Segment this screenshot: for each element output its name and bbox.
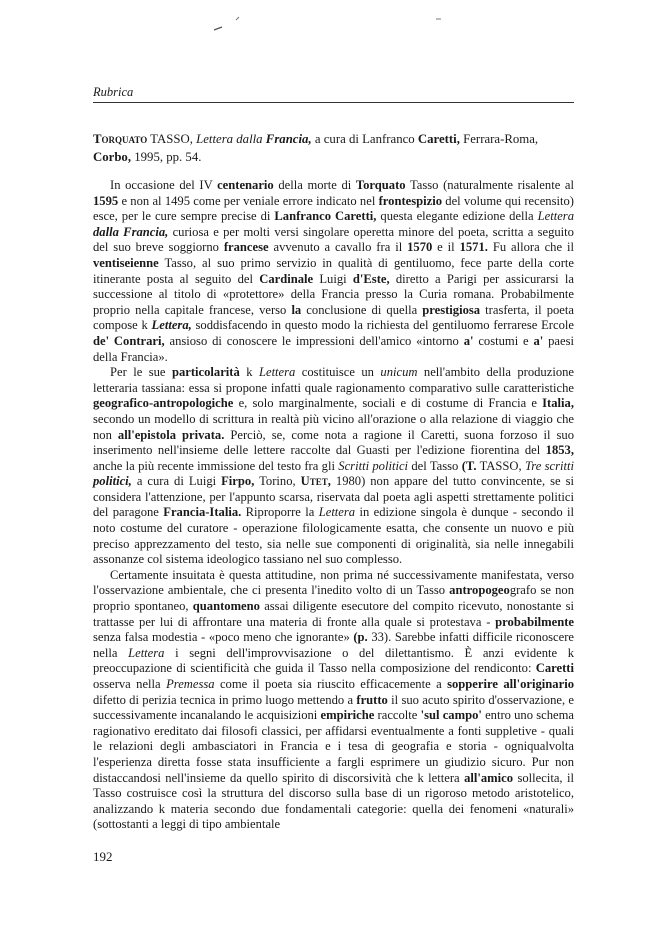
text-run: costumi e [473, 333, 534, 348]
text-run: soddisfacendo in questo modo la richiesta del gentiluomo ferrarese Ercole [191, 318, 574, 333]
text-run: Tre scritti [524, 458, 574, 473]
text-run: la [291, 302, 302, 317]
text-run: grafo se non proprio spontaneo, [93, 583, 574, 614]
text-run: all'originario [503, 677, 574, 691]
text-run: Francia-Italia. [163, 505, 242, 520]
text-run: all'epistola privata. [117, 427, 225, 442]
text-run: Italia, [542, 396, 574, 411]
text-run: Tasso, al suo primo servizio in qualità di gentiluomo, fece parte della corte itinerante posta al seguito del [93, 255, 574, 286]
text-run: della morte di [273, 178, 356, 192]
text-run: geografico-antropologiche [93, 396, 234, 411]
text-run: 'sul campo' [420, 708, 482, 723]
text-run: sopperire [447, 677, 498, 691]
text-run: Lettera, [151, 318, 192, 333]
text-run: Cardinale [259, 271, 314, 286]
text-run: in edizione singola è dunque - secondo il noto costume del curatore - operazione filologicamente esatta, che consente un nuovo e più preciso apprezzamento del testo, sia nelle sue componenti di originalità, sia nelle innegabili assonanze col sistema ideologico tassiano nel suo complesso. [93, 505, 574, 567]
text-run: osserva nella [93, 677, 167, 691]
citation-place: Ferrara-Roma, [459, 132, 539, 146]
citation-after-title: a cura di Lanfranco [311, 132, 418, 146]
text-run: Torquato [355, 178, 406, 192]
citation-title-bold: Francia, [265, 132, 312, 146]
scan-specks [0, 0, 650, 40]
text-run: il suo acuto spirito d'osservazione, e successivamente incanalando le acquisizioni [93, 692, 575, 723]
text-run: Tasso (naturalmente risalente al [405, 178, 574, 192]
text-run: Per le sue [110, 365, 172, 380]
text-run: Fu allora che il [487, 240, 574, 255]
text-run: 1853, [545, 443, 574, 458]
text-run: 1595 [93, 193, 119, 208]
text-run: ansioso di conoscere le impressioni dell'amico «intorno [164, 333, 464, 348]
text-run: ventiseienne [93, 255, 159, 270]
text-run: Lettera [537, 209, 574, 224]
header-label: Rubrica [93, 85, 134, 99]
text-run: Luigi [313, 271, 353, 286]
text-run: raccolte [374, 708, 421, 723]
text-run: d'Este, [352, 271, 390, 286]
text-run: questa elegante edizione della [376, 209, 538, 224]
text-run: 1980) non appare del tutto convincente, se si considera l'attenzione, per l'appunto scarsa, riservata dal poeta agli aspetti strettamente politici del paragone [93, 474, 574, 520]
citation-publisher: Corbo, [93, 150, 132, 164]
text-run: del volume qui recensito) esce, per le cure sempre precise di [93, 193, 574, 224]
text-run: francese [223, 240, 269, 255]
text-run: a' [533, 333, 544, 348]
book-citation [93, 130, 573, 166]
text-run: Lettera [128, 645, 165, 660]
text-run: Perciò, se, come nota a ragione il Caretti, suona forzoso il suo inserimento nell'insieme delle lettere raccolte dal Guasti per l'edizione fiorentina del [93, 427, 574, 458]
text-run: 1571. [459, 240, 488, 255]
text-run: Premessa [166, 677, 215, 691]
text-run: empiriche [320, 708, 375, 723]
text-run: paesi della Francia». [93, 333, 574, 364]
text-run: Lettera [258, 365, 296, 380]
text-run: Scritti politici [338, 458, 409, 473]
text-run: TASSO, [476, 458, 525, 473]
text-run: a' [463, 333, 474, 348]
text-run: (T. [461, 458, 477, 473]
text-run: e il [432, 240, 460, 255]
text-run: Firpo, [221, 474, 255, 489]
text-run: centenario [217, 178, 274, 192]
paragraph [93, 178, 574, 365]
text-run: curiosa e per molti versi singolare operetta minore del poeta, scritta a seguito del suo breve soggiorno [93, 224, 574, 255]
text-run: entro uno schema ragionativo ereditato dai filosofi classici, per affidarsi eventualmente a fonti suppletive - quali le relazioni degli ambasciatori in Francia e i tesa di geografia e storia - ogniqualvolta l'esperienza diretta fosse stata insufficiente a fargli esprimere un giudizio sicuro. Pur non distaccandosi nell'insieme da quello spirito di discorsività che k lettera [93, 708, 574, 785]
text-run: frutto [356, 692, 388, 707]
text-run: conclusione di quella [301, 302, 423, 317]
text-run: Torino, [254, 474, 301, 489]
text-run: trasferta, il poeta compose k [93, 302, 574, 333]
citation-editor: Caretti, [417, 132, 460, 146]
citation-author-rest: TASSO, [147, 132, 197, 146]
text-run: Caretti [535, 661, 574, 676]
text-run: (p. [353, 630, 368, 645]
text-run: avvenuto a cavallo fra il [268, 240, 408, 255]
text-run: secondo un modello di scrittura in realtà più vicino all'orazione o alla relazione di viaggio che non [93, 411, 574, 442]
text-run: Lanfranco Caretti, [274, 209, 377, 224]
review-body [93, 178, 574, 833]
text-run: difetto di perizia tecnica in primo luogo mettendo a [93, 692, 357, 707]
page-number: 192 [93, 849, 113, 864]
text-run: all'amico [464, 770, 514, 785]
text-run: unicum [380, 365, 418, 380]
text-run: k [239, 365, 259, 380]
text-run: Utet, [300, 474, 331, 489]
text-run: anche la più recente immissione del testo fra gli [93, 458, 339, 473]
text-run: i segni dell'improvvisazione o del dilettantismo. È anzi evidente k preoccupazione di scientificità che guida il Tasso nella composizione del rendiconto: [93, 645, 575, 676]
text-run: de' Contrari, [93, 333, 165, 348]
text-run: del Tasso [408, 458, 462, 473]
citation-title: Lettera dalla [196, 132, 266, 146]
paragraph [93, 365, 574, 568]
text-run: quantomeno [192, 599, 260, 614]
text-run: e non al 1495 come per veniale errore indicato nel [118, 193, 379, 208]
text-run: a cura di Luigi [131, 474, 222, 489]
text-run: 33). Sarebbe infatti difficile riconoscere nella [93, 630, 574, 660]
text-run: prestigiosa [422, 302, 481, 317]
text-run: dalla Francia, [93, 224, 169, 239]
paragraph [93, 568, 574, 833]
text-run: costituisce un [295, 365, 381, 380]
citation-author: Torquato [93, 132, 148, 146]
text-run: come il poeta sia riuscito efficacemente a [214, 677, 448, 691]
text-run: e, solo marginalmente, sociali e di costume di Francia e [233, 396, 543, 411]
text-run: nell'ambito della produzione letteraria tassiana: essa si propone infatti quale ragionamento comparativo sulle caratteristiche [93, 365, 575, 395]
text-run: particolarità [171, 365, 240, 380]
citation-tail: 1995, pp. 54. [131, 150, 202, 164]
text-run: frontespizio [378, 193, 443, 208]
running-header [93, 84, 574, 103]
text-run: diretto a Parigi per assicurarsi la successione al titolo di «protettore» della Francia presso la Curia romana. Probabilmente proprio nella capitale francese, verso [93, 271, 574, 317]
text-run: antropogeo [449, 583, 510, 598]
text-run: politici, [93, 474, 132, 489]
text-run: assai diligente esecutore del compito ricevuto, nonostante si trattasse per lui di affrontare una materia di fronte alla quale si protestava - [93, 599, 574, 629]
text-run: probabilmente [495, 614, 574, 629]
text-run: Riproporre la [241, 505, 319, 520]
text-run: Lettera [318, 505, 356, 520]
text-run: In occasione del IV [110, 178, 218, 192]
text-run: Certamente insuitata è questa attitudine, non prima né successivamente manifestata, verso l'osservazione ambientale, che ci presenta l'inedito volto di un Tasso [93, 567, 574, 598]
text-run: 1570 [407, 240, 433, 255]
text-run: sollecita, il Tasso costruisce così la struttura del discorso sulla base di un rigoroso metodo aristotelico, analizzando k materia secondo due fondamentali categorie: quella dei fenomeni «naturali» (sottostanti a leggi di tipo ambientale [93, 770, 575, 832]
text-run: senza falsa modestia - «poco meno che ignorante» [93, 630, 354, 645]
